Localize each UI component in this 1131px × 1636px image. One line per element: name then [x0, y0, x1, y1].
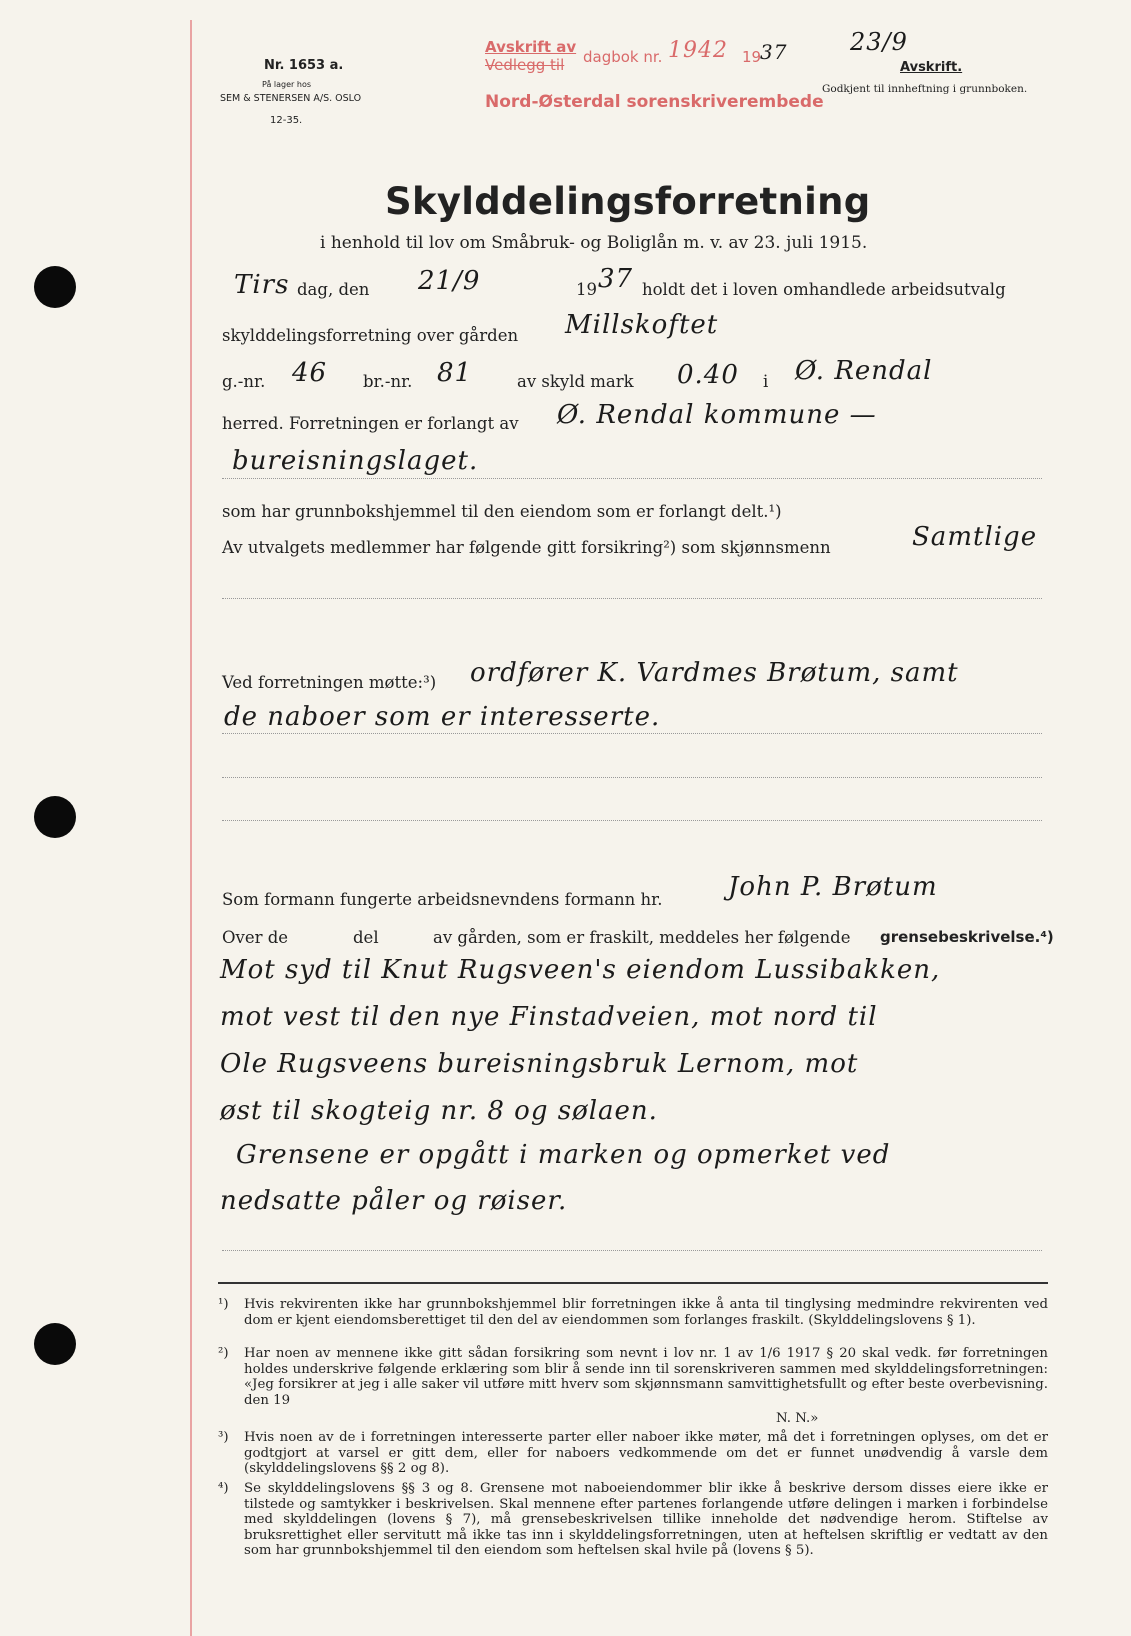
dotted-line	[222, 478, 1042, 479]
stamp-vedlegg-til: Vedlegg til	[485, 56, 565, 74]
formann-label: Som formann fungerte arbeidsnevndens formann hr.	[222, 890, 663, 909]
punch-hole-top	[34, 266, 76, 308]
herred-handwritten: Ø. Rendal	[795, 356, 933, 386]
footnote-4: ⁴) Se skylddelingslovens §§ 3 og 8. Grensene mot naboeiendommer blir ikke å beskrive dersom disses eiere ikke er tilstede og samtykker i beskrivelsen. Skal mennene efter partenes forlangende utføre delingen i marken i forbindelse med skylddelingen (lovens § 7), må grensebeskrivelsen tillike inneholde det nødvendige herom. Stiftelse av bruksrettighet eller servitutt må ikke tas inn i skylddelingsforretningen, uten at heftelsen skriftlig er vedtatt av den som har grunnbokshjemmel til den eiendom som heftelsen skal hvile på (lovens § 5).	[218, 1481, 1048, 1558]
boundary-line: Grensene er opgått i marken og opmerket ved	[236, 1140, 891, 1170]
punch-hole-middle	[34, 796, 76, 838]
brnr-label: br.-nr.	[363, 372, 413, 391]
over-de-label: Over de	[222, 928, 289, 947]
page-subtitle: i henhold til lov om Småbruk- og Boliglån m. v. av 23. juli 1915.	[320, 233, 868, 253]
year-handwritten: 37	[598, 264, 634, 294]
red-margin-line	[190, 20, 192, 1636]
dotted-line	[222, 777, 1042, 778]
herred-label: herred. Forretningen er forlangt av	[222, 414, 519, 433]
footnote-1: ¹) Hvis rekvirenten ikke har grunnbokshjemmel blir forretningen ikke å anta til tinglysing medmindre rekvirenten ved dom er kjent eiendomsberettiget til den del av eiendommen som forlanges fraskilt. (Skylddelingslovens § 1).	[218, 1297, 1048, 1328]
dotted-line	[222, 733, 1042, 734]
stamp-dagbok: dagbok nr.	[583, 48, 663, 66]
footnote-divider	[218, 1282, 1048, 1284]
holdt-text: holdt det i loven omhandlede arbeidsutvalg	[642, 280, 1006, 299]
footnote-2: ²) Har noen av mennene ikke gitt sådan forsikring som nevnt i lov nr. 1 av 1/6 1917 § 20 skal vedk. før forretningen holdes underskrive følgende erklæring som blir å sende inn til sorenskriveren sammen med skylddelingsforretningen: «Jeg forsikrer at jeg i alle saker vil utføre mitt hverv som skjønnsmann samvittighetsfullt og efter beste overbevisning. den 19	[218, 1346, 1048, 1408]
punch-hole-bottom	[34, 1323, 76, 1365]
motte-label: Ved forretningen møtte:³)	[222, 673, 437, 692]
grense-label: grensebeskrivelse.⁴)	[880, 928, 1054, 946]
weekday-handwritten: Tirs	[234, 270, 290, 300]
form-date: 12-35.	[270, 115, 303, 126]
dotted-line	[222, 1250, 1042, 1251]
boundary-line: Mot syd til Knut Rugsveen's eiendom Lussibakken,	[220, 955, 941, 985]
avskrift-label: Avskrift.	[900, 60, 963, 75]
requester-handwritten-1: Ø. Rendal kommune —	[557, 400, 877, 430]
formann-handwritten: John P. Brøtum	[728, 872, 938, 902]
av-garden-label: av gården, som er fraskilt, meddeles her følgende	[433, 928, 851, 947]
brnr-handwritten: 81	[437, 358, 473, 388]
date-handwritten: 21/9	[418, 266, 481, 296]
gnr-label: g.-nr.	[222, 372, 266, 391]
printer-line-2: SEM & STENERSEN A/S. OSLO	[220, 93, 362, 104]
stamp-19: 19	[742, 48, 762, 66]
skyld-handwritten: 0.40	[677, 360, 739, 390]
form-number: Nr. 1653 a.	[264, 58, 344, 73]
stamp-year: 37	[760, 40, 788, 64]
skyld-label: av skyld mark	[517, 372, 634, 391]
requester-handwritten-2: bureisningslaget.	[232, 446, 479, 476]
dotted-line	[222, 598, 1042, 599]
garden-handwritten: Millskoftet	[565, 310, 719, 340]
boundary-line: Ole Rugsveens bureisningsbruk Lernom, mot	[220, 1049, 859, 1079]
footnote-2-signature: N. N.»	[776, 1411, 819, 1426]
motte-handwritten-2: de naboer som er interesserte.	[224, 702, 661, 732]
del-label: del	[353, 928, 379, 947]
godkjent-label: Godkjent til innheftning i grunnboken.	[822, 83, 1028, 95]
utvalg-text: Av utvalgets medlemmer har følgende gitt forsikring²) som skjønnsmenn	[222, 538, 831, 557]
boundary-line: øst til skogteig nr. 8 og sølaen.	[220, 1096, 658, 1126]
stamp-avskrift-av: Avskrift av	[485, 38, 577, 56]
footnote-3: ³) Hvis noen av de i forretningen interesserte parter eller naboer ikke møter, må det i forretningen oplyses, om det er godtgjort at varsel er gitt dem, eller for naboers vedkommende om det er funnet unødvendig å varsle dem (skylddelingslovens §§ 2 og 8).	[218, 1430, 1048, 1476]
boundary-line: nedsatte påler og røiser.	[220, 1186, 568, 1216]
stamp-dagbok-number: 1942	[668, 38, 728, 63]
motte-handwritten-1: ordfører K. Vardmes Brøtum, samt	[470, 658, 959, 688]
i-label: i	[763, 372, 769, 391]
over-garden-label: skylddelingsforretning over gården	[222, 326, 519, 345]
page-title: Skylddelingsforretning	[385, 180, 871, 223]
stamp-date: 23/9	[850, 28, 908, 56]
dotted-line	[222, 820, 1042, 821]
gnr-handwritten: 46	[292, 358, 328, 388]
boundary-line: mot vest til den nye Finstadveien, mot nord til	[220, 1002, 878, 1032]
stamp-office: Nord-Østerdal sorenskriverembede	[485, 92, 824, 112]
utvalg-handwritten: Samtlige	[912, 522, 1038, 552]
printer-line-1: På lager hos	[262, 80, 311, 89]
grunnbok-text: som har grunnbokshjemmel til den eiendom som er forlangt delt.¹)	[222, 502, 782, 521]
year-prefix: 19	[576, 280, 597, 299]
day-label: dag, den	[297, 280, 370, 299]
